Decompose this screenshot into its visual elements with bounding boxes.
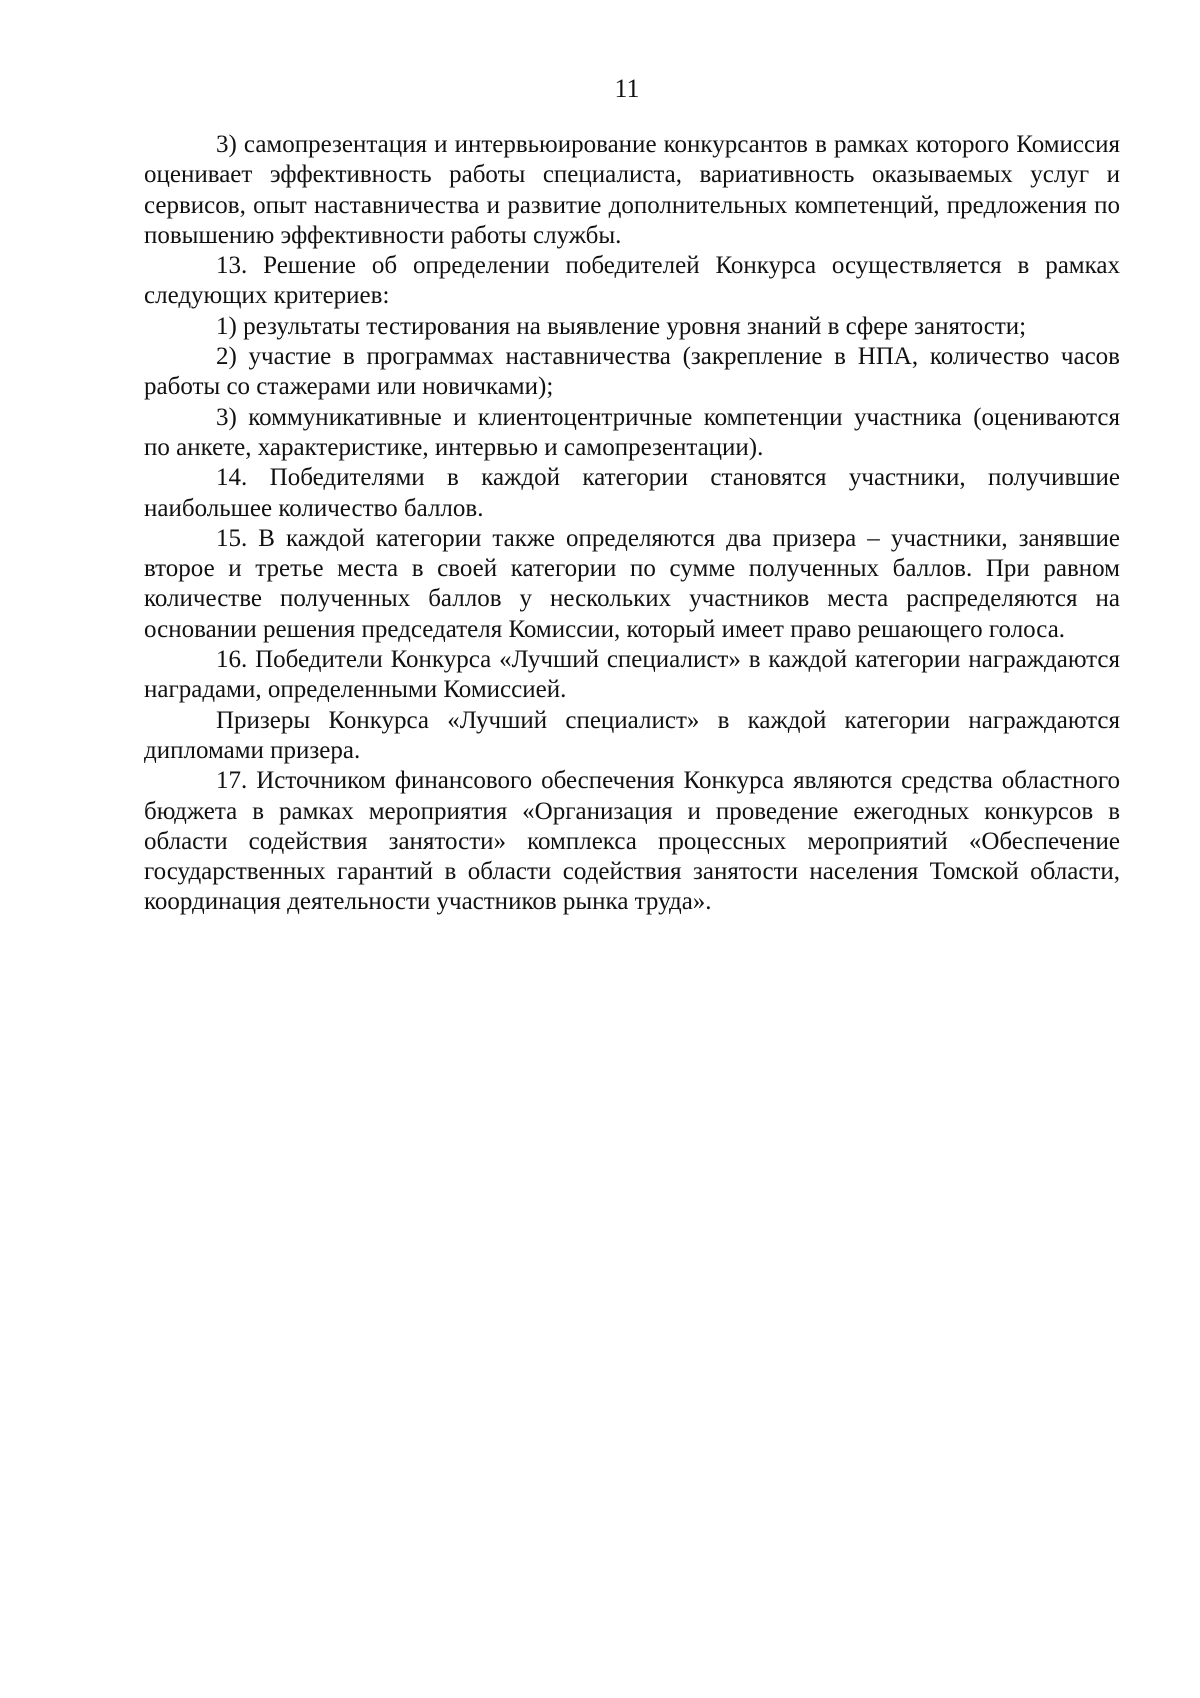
page-number: 11 xyxy=(614,74,640,103)
paragraph-13-criteria: 13. Решение об определении победителей Конкурса осуществляется в рамках следующих критериев: xyxy=(144,252,1120,310)
paragraph-14-winners: 14. Победителями в каждой категории становятся участники, получившие наибольшее количество баллов. xyxy=(144,464,1120,522)
paragraph-15-prizewinners: 15. В каждой категории также определяются два призера – участники, занявшие второе и третье места в своей категории по сумме полученных баллов. При равном количестве полученных баллов у нескольких участников места распределяются на основании решения председателя Комиссии, который имеет право решающего голоса. xyxy=(144,524,1120,643)
paragraph-17-funding: 17. Источником финансового обеспечения Конкурса являются средства областного бюджета в рамках мероприятия «Организация и проведение ежегодных конкурсов в области содействия занятости» комплекса процессных мероприятий «Обеспечение государственных гарантий в области содействия занятости населения Томской области, координация деятельности участников рынка труда». xyxy=(144,767,1120,916)
paragraph-self-presentation: 3) самопрезентация и интервьюирование конкурсантов в рамках которого Комиссия оценивает эффективность работы специалиста, вариативность оказываемых услуг и сервисов, опыт наставничества и развитие дополнительных компетенций, предложения по повышению эффективности работы службы. xyxy=(144,131,1120,249)
paragraph-prizewinner-diplomas: Призеры Конкурса «Лучший специалист» в каждой категории награждаются дипломами призера. xyxy=(144,706,1120,764)
document-body xyxy=(144,130,1120,918)
criterion-1-testing: 1) результаты тестирования на выявление уровня знаний в сфере занятости; xyxy=(216,312,1027,340)
criterion-3-competencies: 3) коммуникативные и клиентоцентричные компетенции участника (оцениваются по анкете, характеристике, интервью и самопрезентации). xyxy=(144,403,1120,461)
paragraph-16-awards: 16. Победители Конкурса «Лучший специалист» в каждой категории награждаются наградами, определенными Комиссией. xyxy=(144,646,1120,704)
criterion-2-mentoring: 2) участие в программах наставничества (закрепление в НПА, количество часов работы со стажерами или новичками); xyxy=(144,343,1120,401)
